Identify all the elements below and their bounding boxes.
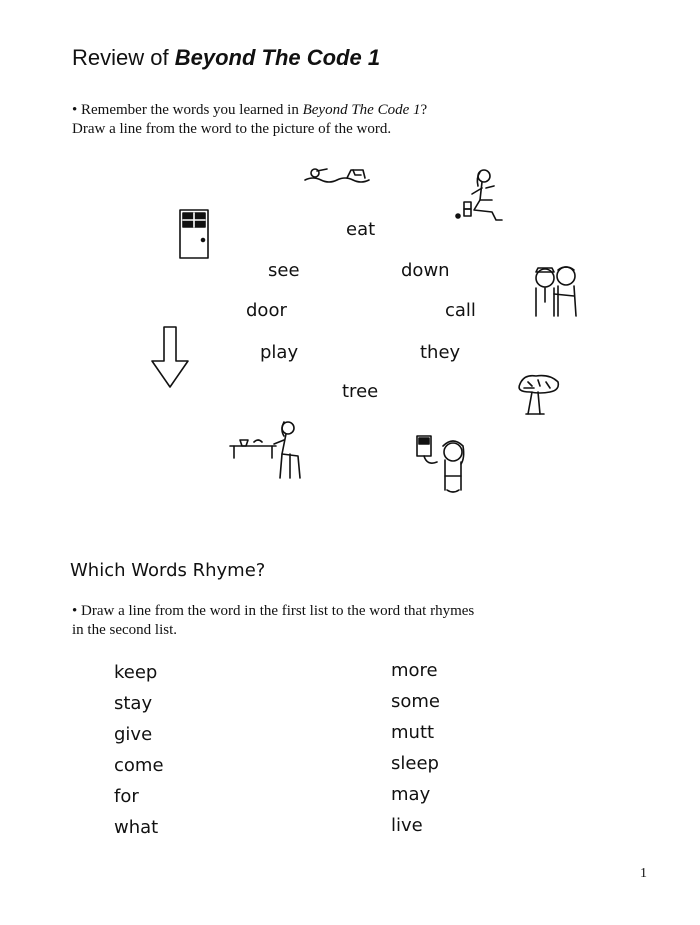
- person-eating-icon: [228, 418, 306, 480]
- list2-word: mutt: [391, 722, 435, 743]
- instruction-book: Beyond The Code 1: [302, 102, 421, 118]
- review-instructions: [72, 101, 632, 139]
- list1-word: keep: [114, 662, 158, 683]
- page-title: [72, 45, 380, 71]
- title-prefix: Review of: [72, 45, 175, 70]
- review-instruction-line1: [72, 101, 632, 120]
- word-eat: eat: [346, 219, 376, 240]
- instruction-prefix: • Remember the words you learned in: [72, 102, 303, 118]
- rhyme-instruction-line2: in the second list.: [72, 622, 177, 638]
- rhyme-instruction-line1: • Draw a line from the word in the first list to the word that rhymes: [72, 603, 475, 619]
- list2-word: more: [391, 660, 438, 681]
- word-play: play: [260, 342, 299, 363]
- page-number: 1: [640, 866, 647, 881]
- word-down: down: [401, 260, 450, 281]
- list2-word: live: [391, 815, 423, 836]
- rhyme-instructions: [72, 602, 552, 640]
- list1-word: stay: [114, 693, 153, 714]
- child-playing-blocks-icon: [452, 166, 510, 224]
- list1-word: come: [114, 755, 164, 776]
- rhyme-list-2: [391, 655, 440, 841]
- list2-word: some: [391, 691, 440, 712]
- word-see: see: [268, 260, 300, 281]
- door-icon: [178, 208, 210, 260]
- instruction-suffix: ?: [420, 102, 428, 118]
- title-book: Beyond The Code 1: [174, 45, 381, 70]
- review-instruction-line2: Draw a line from the word to the picture of the word.: [72, 121, 392, 137]
- list2-word: sleep: [391, 753, 439, 774]
- word-tree: tree: [342, 381, 379, 402]
- list2-word: may: [391, 784, 431, 805]
- list1-word: what: [114, 817, 159, 838]
- word-door: door: [246, 300, 287, 321]
- list1-word: give: [114, 724, 153, 745]
- rhyme-title: Which Words Rhyme?: [70, 560, 266, 581]
- down-arrow-icon: [148, 325, 192, 389]
- word-call: call: [445, 300, 476, 321]
- rhyme-list-1: [114, 657, 164, 843]
- tree-icon: [510, 372, 562, 416]
- swimmer-icon: [303, 160, 373, 188]
- word-they: they: [420, 342, 461, 363]
- two-kids-icon: [530, 262, 584, 318]
- list1-word: for: [114, 786, 139, 807]
- girl-on-phone-icon: [415, 432, 477, 496]
